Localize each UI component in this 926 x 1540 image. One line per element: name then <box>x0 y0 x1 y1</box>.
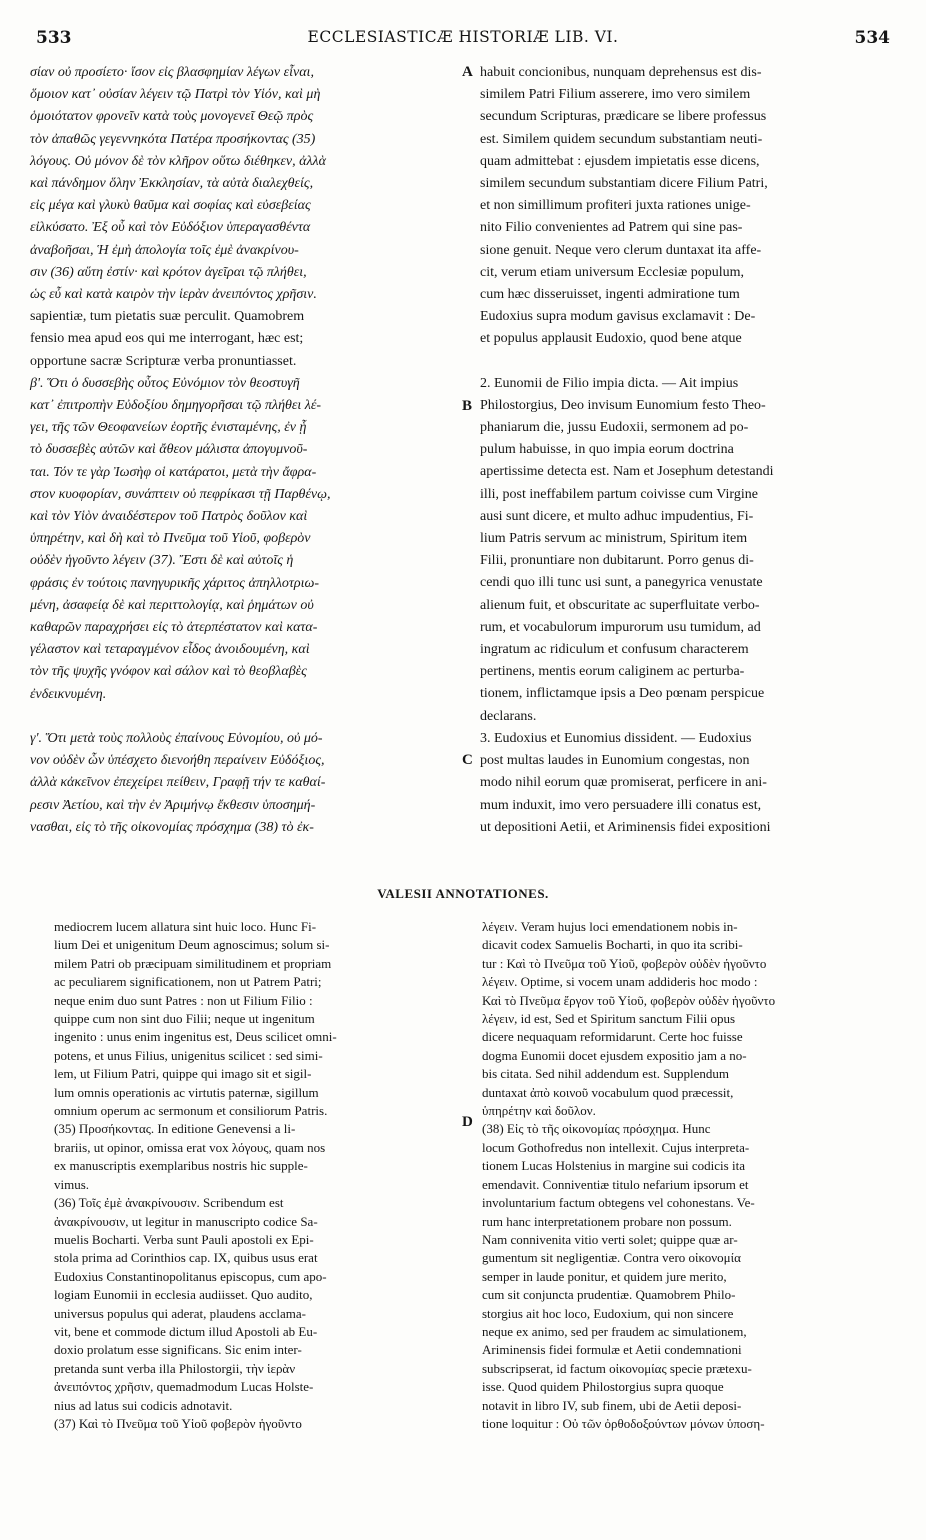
latin-line: et non simillimum profiteri juxta rationes unige- <box>480 198 751 214</box>
note-line: (36) Τοῖς ἐμὲ ἀνακρίνουσιν. Scribendum est <box>54 1195 284 1211</box>
note-line: mediocrem lucem allatura sint huic loco. Hunc Fi- <box>54 919 317 934</box>
note-line: (35) Προσήκοντας. In editione Genevensi a li- <box>54 1121 296 1137</box>
note-line: ἀνειπόντος χρῆσιν, quemadmodum Lucas Holste- <box>54 1379 314 1395</box>
greek-text-column <box>30 62 478 839</box>
note-line: (37) Καὶ τὸ Πνεῦμα τοῦ Υἱοῦ φοβερὸν ἡγοῦντο <box>54 1415 302 1431</box>
greek-line: γέλαστον καὶ τεταραγμένον εἶδος ἀνοιδουμένη, καὶ <box>30 642 310 658</box>
note-line: storgius ait hoc loco, Eudoxium, qui non sincere <box>482 1305 734 1321</box>
note-line: vimus. <box>54 1176 90 1192</box>
latin-line: similem Patri Filium asserere, imo vero similem <box>480 87 751 103</box>
latin-line: cum hæc disseruisset, ingenti admiratione tum <box>480 287 740 303</box>
latin-line: pulum habuisse, in quo impia eorum doctrina <box>480 442 734 458</box>
note-line: emendavit. Conniventiæ titulo nefarium ipsorum et <box>482 1176 749 1192</box>
greek-line: λόγους. Οὐ μόνον δὲ τὸν κλῆρον οὕτω διέθηκεν, ἀλλὰ <box>30 153 326 169</box>
note-line: vit, bene et commode dictum illud Apostoli ab Eu- <box>54 1323 318 1339</box>
latin-line: secundum Scripturas, prædicare se libere professus <box>480 109 767 125</box>
note-line: ac peculiarem significationem, non ut Patrem Patri; <box>54 974 322 990</box>
section-marker-a: A <box>462 64 473 80</box>
latin-span-line: fensio mea apud eos qui me interrogant, hæc est; <box>30 331 304 347</box>
latin-span-line: sapientiæ, tum pietatis suæ perculit. Quamobrem <box>30 309 305 325</box>
note-line: pretanda sunt verba illa Philostorgii, τὴν ἱερὰν <box>54 1360 296 1376</box>
latin-text-column <box>480 62 890 839</box>
latin-span-line: opportune sacræ Scripturæ verba pronuntiasset. <box>30 353 297 369</box>
latin-line: post multas laudes in Eunomium congestas, non <box>480 753 750 769</box>
note-line: rum hanc interpretationem probare non possum. <box>482 1213 732 1229</box>
latin-line: modo nihil eorum quæ promiserat, perficere in ani- <box>480 775 767 791</box>
latin-line: alienum fuit, et obscuritate ac superfluitate verbo- <box>480 597 760 613</box>
latin-line: est. Similem quidem secundum substantiam neuti- <box>480 131 763 147</box>
paragraph-gap <box>30 706 478 728</box>
running-title: ECCLESIASTICÆ HISTORIÆ LIB. VI. <box>307 28 619 46</box>
note-line: potens, et unus Filius, unigenitus scilicet : sed simi- <box>54 1047 323 1063</box>
note-line: Καὶ τὸ Πνεῦμα ἔργον τοῦ Υἱοῦ, φοβερὸν οὐδὲν ἡγοῦντο <box>482 992 776 1008</box>
note-line: ex manuscriptis exemplaribus nostris hic supple- <box>54 1158 308 1174</box>
note-line: semper in laude ponitur, et quidem jure merito, <box>482 1268 727 1284</box>
greek-line: ὁμοιότατον φρονεῖν κατὰ τοὺς μονογενεῖ Θεῷ πρὸς <box>30 109 314 125</box>
note-line: subscripserat, id factum οἰκονομίας specie prætexu- <box>482 1360 752 1376</box>
latin-line: habuit concionibus, nunquam deprehensus est dis- <box>480 65 762 80</box>
latin-line: ingratum ac ridiculum et confusum characterem <box>480 642 749 658</box>
latin-line: phaniarum die, jussu Eudoxii, sermonem ad po- <box>480 420 749 436</box>
section-marker-d: D <box>462 1114 473 1130</box>
latin-line: similem secundum substantiam dicere Filium Patri, <box>480 176 768 192</box>
note-line: isse. Quod quidem Philostorgius supra quoque <box>482 1379 724 1395</box>
page-header <box>30 28 896 54</box>
greek-line: γ'. Ὅτι μετὰ τοὺς πολλοὺς ἐπαίνους Εὐνομίου, οὐ μό- <box>30 730 323 746</box>
latin-line: ut depositioni Aetii, et Ariminensis fidei expositioni <box>480 819 771 835</box>
greek-line: ὡς εὖ καὶ κατὰ καιρὸν τὴν ἱερὰν ἀνειπόντος χρῆσιν. <box>30 287 317 303</box>
note-line: gumentum sit negligentiæ. Contra vero οἰκονομία <box>482 1250 741 1266</box>
note-line: duntaxat ἀπὸ κοινοῦ vocabulum quod præcessit, <box>482 1084 734 1100</box>
greek-line: ἀλλὰ κἀκεῖνον ἐπεχείρει πείθειν, Γραφῇ τήν τε καθαί- <box>30 775 326 791</box>
latin-line: ausi sunt dicere, et multo adhuc impudentius, Fi- <box>480 508 754 524</box>
latin-line: 2. Eunomii de Filio impia dicta. — Ait impius <box>480 375 739 391</box>
greek-line: οὐδὲν ἡγοῦντο λέγειν (37). Ἔστι δὲ καὶ αὐτοῖς ἡ <box>30 553 294 569</box>
note-line: tione loquitur : Οὐ τῶν ὀρθοδοξούντων μόνων ὑποση- <box>482 1415 765 1431</box>
note-line: lium Dei et unigenitum Deum agnoscimus; solum si- <box>54 937 330 953</box>
note-line: Nam connivenita vitio verti solet; quippe quæ ar- <box>482 1231 738 1247</box>
greek-line: τὸν τῆς ψυχῆς γνόφον καὶ σάλον καὶ τὸ θεοβλαβὲς <box>30 664 307 680</box>
latin-line: mum induxit, imo vero persuadere illi conatus est, <box>480 797 762 813</box>
latin-line: tionem, inflictamque ipsis a Deo pœnam perspicue <box>480 686 765 702</box>
latin-line: et populus applausit Eudoxio, quod bene atque <box>480 331 742 347</box>
greek-line: σιν (36) αὕτη ἐστίν· καὶ κρότον ἀγεῖραι τῷ πλήθει, <box>30 264 307 280</box>
note-line: ὑπηρέτην καὶ δοῦλον. <box>482 1103 596 1119</box>
greek-line: τὸ δυσσεβὲς αὐτῶν καὶ ἄθεον μάλιστα ἀπογυμνοῦ- <box>30 442 308 458</box>
latin-line: pertinens, mentis eorum caliginem ac perturba- <box>480 664 745 680</box>
section-marker-c: C <box>462 752 473 768</box>
note-line: quippe cum non sint duo Filii; neque ut ingenitum <box>54 1011 315 1027</box>
note-line: nius ad latus sui codicis adnotavit. <box>54 1397 233 1413</box>
greek-line: ἀναβοῆσαι, Ἡ ἐμὴ ἀπολογία τοῖς ἐμὲ ἀνακρίνου- <box>30 242 299 258</box>
note-line: lem, ut Filium Patri, quippe qui imago sit et sigil- <box>54 1066 312 1082</box>
note-line: logiam Eunomii in ecclesia audiisset. Quo audito, <box>54 1287 313 1303</box>
note-line: omnium operum ac sermonum et consiliorum Patris. <box>54 1103 328 1119</box>
note-line: λέγειν. Veram hujus loci emendationem nobis in- <box>482 919 738 934</box>
latin-line: nito Filio convenientes ad Patrem qui sine pas- <box>480 220 743 236</box>
note-line: brariis, ut opinor, omissa erat vox λόγους, quam nos <box>54 1139 326 1155</box>
note-line: bis citata. Sed nihil addendum est. Supplendum <box>482 1066 729 1082</box>
latin-line: rum, et vocabulorum impurorum usu tumidum, ad <box>480 619 761 635</box>
paragraph-gap <box>480 351 890 373</box>
note-line: Eudoxius Constantinopolitanus episcopus, cum apo- <box>54 1268 327 1284</box>
note-line: doxio prolatum esse significans. Sic enim inter- <box>54 1342 302 1358</box>
note-line: muelis Bocharti. Verba sunt Pauli apostoli ex Epi- <box>54 1231 314 1247</box>
greek-line: εἰς μέγα καὶ γλυκὺ θαῦμα καὶ σοφίας καὶ εὐσεβείας <box>30 198 311 214</box>
greek-line: γει, τῆς τῶν Θεοφανείων ἑορτῆς ἐνισταμένης, ἐν ᾗ <box>30 420 307 436</box>
note-line: milem Patri ob præcipuam similitudinem et propriam <box>54 955 332 971</box>
greek-line: καὶ τὸν Υἱὸν ἀναιδέστερον τοῦ Πατρὸς δοῦλον καὶ <box>30 509 308 525</box>
greek-line: β'. Ὅτι ὁ δυσσεβὴς οὗτος Εὐνόμιον τὸν θεοστυγῆ <box>30 375 300 391</box>
greek-line: ρεσιν Ἀετίου, καὶ τὴν ἐν Ἀριμήνῳ ἔκθεσιν ὑποσημή- <box>30 797 316 813</box>
latin-line: 3. Eudoxius et Eunomius dissident. — Eudoxius <box>480 730 752 746</box>
note-line: dicere nequaquam reformidarunt. Certe hoc fuisse <box>482 1029 743 1045</box>
note-line: involuntarium factum obtegens vel cohonestans. Ve- <box>482 1195 755 1211</box>
note-line: dogma Eunomii docet ejusdem expositio jam a no- <box>482 1047 747 1063</box>
note-line: tionem Lucas Holstenius in margine sui codicis ita <box>482 1158 745 1174</box>
note-line: Ariminensis fidei formulæ et Aetii condemnationi <box>482 1342 742 1358</box>
note-line: universus populus qui aderat, plaudens acclama- <box>54 1305 306 1321</box>
greek-line: φράσις ἐν τούτοις πανηγυρικῆς χάριτος ἀπηλλοτριω- <box>30 575 320 591</box>
note-line: ingenito : unus enim ingenitus est, Deus scilicet omni- <box>54 1029 337 1045</box>
greek-line: σίαν οὐ προσίετο· ἴσον εἰς βλασφημίαν λέγων εἶναι, <box>30 65 314 80</box>
greek-line: καθαρῶν παραχρήσει εἰς τὸ ἀτερπέστατον καὶ κατα- <box>30 620 318 636</box>
right-page-number: 534 <box>854 28 890 48</box>
latin-line: illi, post ineffabilem partum coivisse cum Virgine <box>480 486 758 502</box>
latin-line: sione genuit. Neque vero clerum duntaxat ita affe- <box>480 242 762 258</box>
latin-line: lium Patris servum ac ministrum, Spiritum item <box>480 531 748 547</box>
latin-line: Filii, pronuntiare non dubitarunt. Porro genus di- <box>480 553 754 569</box>
left-page-number: 533 <box>36 28 72 48</box>
notes-left-column <box>54 918 464 1433</box>
latin-line: declarans. <box>480 708 537 724</box>
greek-line: καὶ πάνδημον ὅλην Ἐκκλησίαν, τὰ αὐτὰ διαλεχθείς, <box>30 176 314 192</box>
latin-line: Eudoxius supra modum gavisus exclamavit : De- <box>480 309 756 325</box>
latin-line: Philostorgius, Deo invisum Eunomium festo Theo- <box>480 397 766 413</box>
section-marker-b: B <box>462 398 473 414</box>
latin-line: quam admittebat : ejusdem impietatis esse dicens, <box>480 153 760 169</box>
greek-line: ὅμοιον κατ᾽ οὐσίαν λέγειν τῷ Πατρὶ τὸν Υἱόν, καὶ μὴ <box>30 87 321 103</box>
greek-line: τὸν ἀπαθῶς γεγεννηκότα Πατέρα προσήκοντας (35) <box>30 131 316 147</box>
note-line: dicavit codex Samuelis Bocharti, in quo ita scribi- <box>482 937 743 953</box>
greek-line: στον κυοφορίαν, συνάπτειν οὐ πεφρίκασι τῇ Παρθένῳ, <box>30 486 331 502</box>
note-line: notavit in libro IV, sub finem, ubi de Aetii deposi- <box>482 1397 742 1413</box>
note-line: ἀνακρίνουσιν, ut legitur in manuscripto codice Sa- <box>54 1213 318 1229</box>
note-line: cum sit conjuncta prudentiæ. Quamobrem Philo- <box>482 1287 736 1303</box>
greek-line: κατ᾽ ἐπιτροπὴν Εὐδοξίου δημηγορῆσαι τῷ πλήθει λέ- <box>30 398 322 414</box>
note-line: λέγειν, id est, Sed et Spiritum sanctum Filii opus <box>482 1011 736 1027</box>
greek-line: μένη, ἀσαφείᾳ δὲ καὶ περιττολογίᾳ, καὶ ῥημάτων οὐ <box>30 597 314 613</box>
greek-line: ται. Τόν τε γὰρ Ἰωσὴφ οἱ κατάρατοι, μετὰ τὴν ἄφρα- <box>30 464 317 480</box>
note-line: lum omnis operationis ac virtutis paternæ, sigillum <box>54 1084 319 1100</box>
greek-line: ὑπηρέτην, καὶ δὴ καὶ τὸ Πνεῦμα τοῦ Υἱοῦ, φοβερὸν <box>30 531 311 547</box>
greek-line: εἰλκύσατο. Ἐξ οὗ καὶ τὸν Εὐδόξιον ὑπεραγασθέντα <box>30 220 311 236</box>
notes-right-column <box>482 918 892 1433</box>
greek-line: νασθαι, εἰς τὸ τῆς οἰκονομίας πρόσχημα (38) τὸ ἐκ- <box>30 819 314 835</box>
greek-line: νον οὐδὲν ὧν ὑπέσχετο διενοήθη περαίνειν Εὐδόξιος, <box>30 753 325 769</box>
greek-line: ἐνδεικνυμένη. <box>30 686 107 702</box>
note-line: stola prima ad Corinthios cap. IX, quibus usus erat <box>54 1250 318 1266</box>
note-line: neque enim duo sunt Patres : non ut Filium Filio : <box>54 992 313 1008</box>
note-line: locum Gothofredus non intellexit. Cujus interpreta- <box>482 1139 750 1155</box>
annotations-title: VALESII ANNOTATIONES. <box>377 886 549 901</box>
latin-line: cendi quo illi tunc usi sunt, a panegyrica venustate <box>480 575 763 591</box>
latin-line: apertissime detecta est. Nam et Josephum detestandi <box>480 464 774 480</box>
note-line: neque ex animo, sed per fraudem ac simulationem, <box>482 1323 747 1339</box>
latin-line: cit, verum etiam universum Ecclesiæ populum, <box>480 264 744 280</box>
note-line: λέγειν. Optime, si vocem unam addideris hoc modo : <box>482 974 758 990</box>
note-line: (38) Εἰς τὸ τῆς οἰκονομίας πρόσχημα. Hunc <box>482 1121 711 1137</box>
note-line: tur : Καὶ τὸ Πνεῦμα τοῦ Υἱοῦ, φοβερὸν οὐδὲν ἡγοῦντο <box>482 955 767 971</box>
